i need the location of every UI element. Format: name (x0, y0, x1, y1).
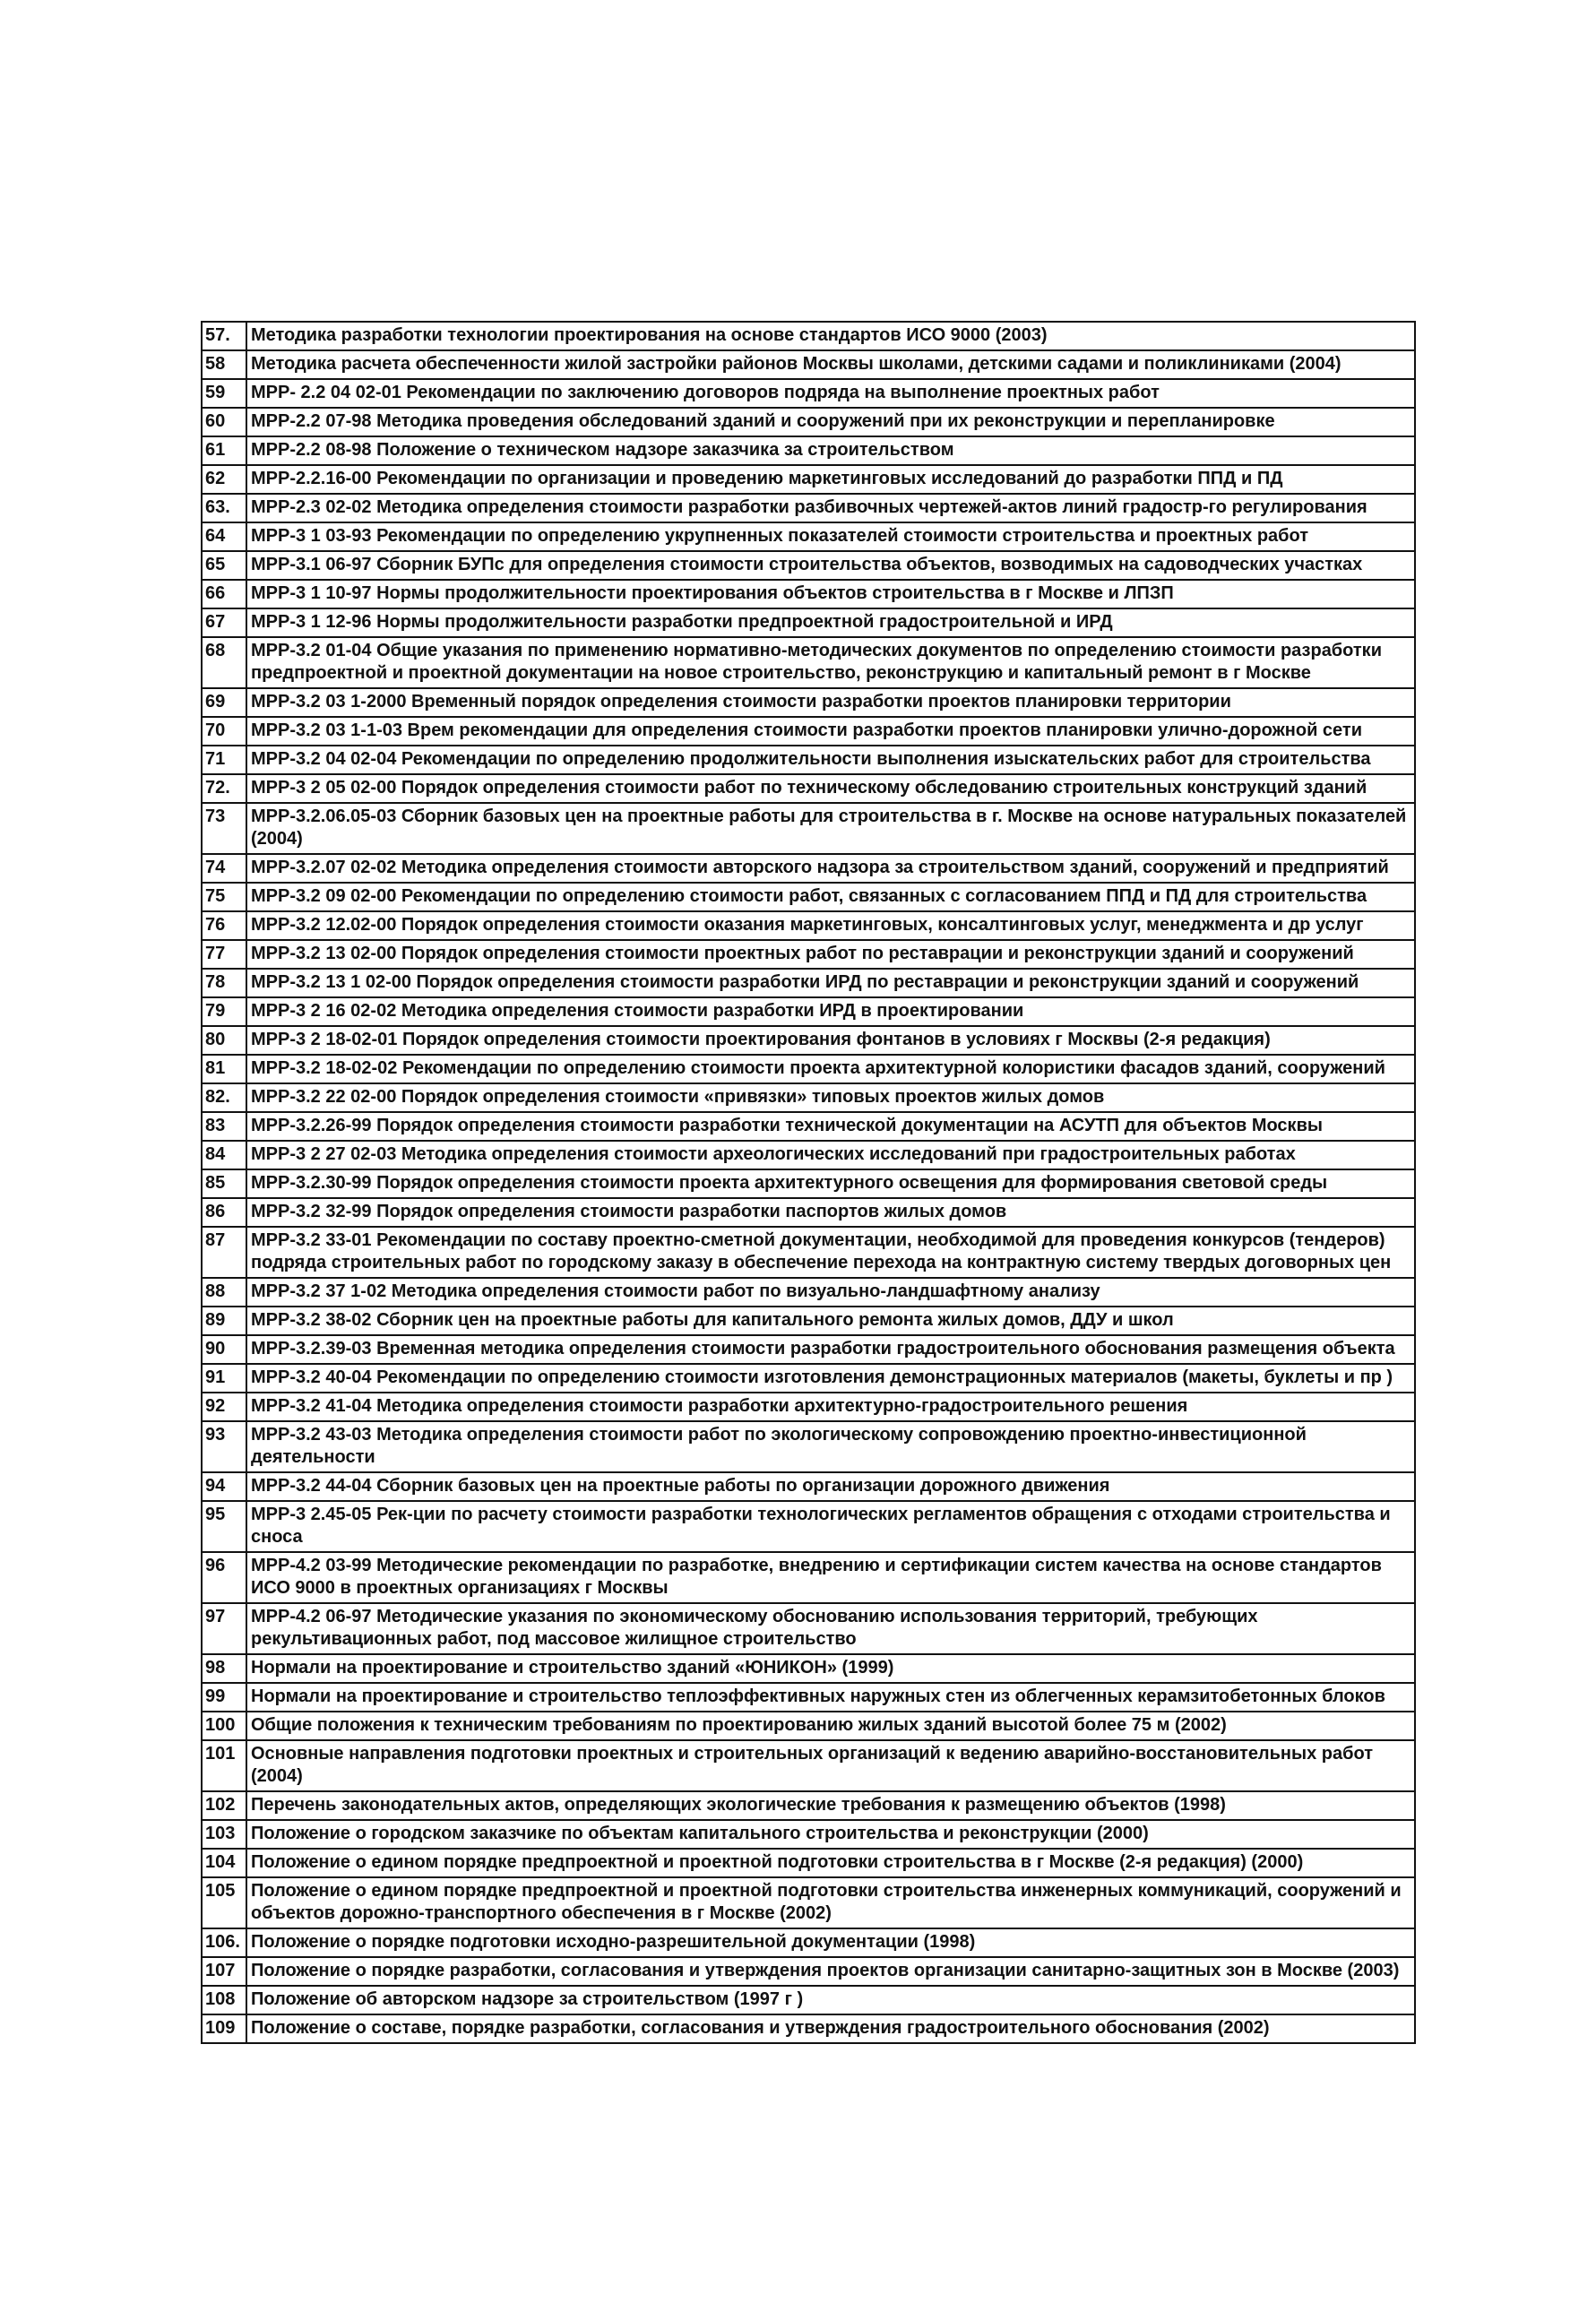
table-row (202, 1603, 1415, 1654)
document-title: МРР-3 1 12-96 Нормы продолжительности разработки предпроектной градостроительной и ИРД (246, 608, 1415, 637)
document-title: Нормали на проектирование и строительство зданий «ЮНИКОН» (1999) (246, 1654, 1415, 1683)
row-number: 85 (202, 1169, 246, 1198)
table-row (202, 608, 1415, 637)
row-number: 59 (202, 379, 246, 408)
table-row (202, 940, 1415, 969)
document-title: МРР-4.2 03-99 Методические рекомендации по разработке, внедрению и сертификации систем качества на основе стандартов ИСО 9000 в проектных организациях г Москвы (246, 1552, 1415, 1603)
document-title: МРР-3 2 18-02-01 Порядок определения стоимости проектирования фонтанов в условиях г Москвы (2-я редакция) (246, 1026, 1415, 1055)
document-title: МРР-3.2.07 02-02 Методика определения стоимости авторского надзора за строительством зданий, сооружений и предприятий (246, 854, 1415, 883)
document-title: МРР-3.2 03 1-1-03 Врем рекомендации для определения стоимости разработки проектов планировки улично-дорожной сети (246, 717, 1415, 746)
document-title: МРР-2.2 08-98 Положение о техническом надзоре заказчика за строительством (246, 436, 1415, 465)
row-number: 72. (202, 774, 246, 803)
document-title: МРР-3.2.30-99 Порядок определения стоимости проекта архитектурного освещения для формирования световой среды (246, 1169, 1415, 1198)
row-number: 71 (202, 746, 246, 774)
row-number: 76 (202, 911, 246, 940)
row-number: 68 (202, 637, 246, 688)
table-row (202, 883, 1415, 911)
document-title: МРР-3 2 16 02-02 Методика определения стоимости разработки ИРД в проектировании (246, 997, 1415, 1026)
table-row (202, 1928, 1415, 1957)
document-title: МРР-3 2.45-05 Рек-ции по расчету стоимости разработки технологических регламентов обращения с отходами строительства и сноса (246, 1501, 1415, 1552)
row-number: 77 (202, 940, 246, 969)
document-title: МРР-3 2 05 02-00 Порядок определения стоимости работ по техническому обследованию строительных конструкций зданий (246, 774, 1415, 803)
document-title: Положение о порядке подготовки исходно-разрешительной документации (1998) (246, 1928, 1415, 1957)
document-title: МРР-3.2 33-01 Рекомендации по составу проектно-сметной документации, необходимой для проведения конкурсов (тендеров) подряда строительных работ по городскому заказу в обеспечение перехода на контрактную систему твердых договорных цен (246, 1227, 1415, 1278)
document-title: МРР-2.2 07-98 Методика проведения обследований зданий и сооружений при их реконструкции и перепланировке (246, 408, 1415, 436)
document-title: МРР-3.1 06-97 Сборник БУПс для определения стоимости строительства объектов, возводимых на садоводческих участках (246, 551, 1415, 580)
table-row (202, 1169, 1415, 1198)
document-title: Общие положения к техническим требованиям по проектированию жилых зданий высотой более 75 м (2002) (246, 1712, 1415, 1740)
row-number: 88 (202, 1278, 246, 1307)
document-title: Положение о городском заказчике по объектам капитального строительства и реконструкции (2000) (246, 1820, 1415, 1849)
document-title: МРР-3.2 41-04 Методика определения стоимости разработки архитектурно-градостроительного решения (246, 1393, 1415, 1421)
row-number: 84 (202, 1141, 246, 1169)
document-title: МРР-3 2 27 02-03 Методика определения стоимости археологических исследований при градостроительных работах (246, 1141, 1415, 1169)
document-title: МРР-3.2 37 1-02 Методика определения стоимости работ по визуально-ландшафтному анализу (246, 1278, 1415, 1307)
row-number: 89 (202, 1307, 246, 1335)
row-number: 103 (202, 1820, 246, 1849)
row-number: 98 (202, 1654, 246, 1683)
document-title: МРР-3.2 18-02-02 Рекомендации по определению стоимости проекта архитектурной колористики фасадов зданий, сооружений (246, 1055, 1415, 1083)
table-row (202, 1141, 1415, 1169)
document-title: МРР-3.2 13 02-00 Порядок определения стоимости проектных работ по реставрации и реконструкции зданий и сооружений (246, 940, 1415, 969)
document-title: МРР-2.3 02-02 Методика определения стоимости разработки разбивочных чертежей-актов линий градостр-го регулирования (246, 494, 1415, 522)
table-row (202, 1112, 1415, 1141)
table-row (202, 1278, 1415, 1307)
row-number: 69 (202, 688, 246, 717)
document-title: Нормали на проектирование и строительство теплоэффективных наружных стен из облегченных керамзитобетонных блоков (246, 1683, 1415, 1712)
row-number: 61 (202, 436, 246, 465)
row-number: 100 (202, 1712, 246, 1740)
row-number: 58 (202, 350, 246, 379)
table-row (202, 1654, 1415, 1683)
table-row (202, 522, 1415, 551)
document-title: МРР-3.2 38-02 Сборник цен на проектные работы для капитального ремонта жилых домов, ДДУ и школ (246, 1307, 1415, 1335)
table-row (202, 911, 1415, 940)
document-title: МРР-3.2 04 02-04 Рекомендации по определению продолжительности выполнения изыскательских работ для строительства (246, 746, 1415, 774)
table-row (202, 1791, 1415, 1820)
row-number: 107 (202, 1957, 246, 1986)
document-title: Положение о едином порядке предпроектной и проектной подготовки строительства инженерных коммуникаций, сооружений и объектов дорожно-транспортного обеспечения в г Москве (2002) (246, 1877, 1415, 1928)
document-title: Положение об авторском надзоре за строительством (1997 г ) (246, 1986, 1415, 2014)
row-number: 94 (202, 1472, 246, 1501)
row-number: 64 (202, 522, 246, 551)
table-row (202, 1740, 1415, 1791)
row-number: 92 (202, 1393, 246, 1421)
row-number: 83 (202, 1112, 246, 1141)
row-number: 87 (202, 1227, 246, 1278)
table-row (202, 580, 1415, 608)
table-row (202, 746, 1415, 774)
table-row (202, 551, 1415, 580)
document-title: МРР-2.2.16-00 Рекомендации по организации и проведению маркетинговых исследований до разработки ППД и ПД (246, 465, 1415, 494)
row-number: 74 (202, 854, 246, 883)
document-title: МРР-3.2 32-99 Порядок определения стоимости разработки паспортов жилых домов (246, 1198, 1415, 1227)
row-number: 73 (202, 803, 246, 854)
document-title: Методика расчета обеспеченности жилой застройки районов Москвы школами, детскими садами и поликлиниками (2004) (246, 350, 1415, 379)
document-table-body (202, 322, 1415, 2043)
document-title: МРР-3.2 09 02-00 Рекомендации по определению стоимости работ, связанных с согласованием ППД и ПД для строительства (246, 883, 1415, 911)
row-number: 60 (202, 408, 246, 436)
row-number: 66 (202, 580, 246, 608)
row-number: 95 (202, 1501, 246, 1552)
table-row (202, 1820, 1415, 1849)
row-number: 79 (202, 997, 246, 1026)
table-row (202, 637, 1415, 688)
table-row (202, 1393, 1415, 1421)
table-row (202, 803, 1415, 854)
table-row (202, 494, 1415, 522)
row-number: 101 (202, 1740, 246, 1791)
row-number: 65 (202, 551, 246, 580)
table-row (202, 1957, 1415, 1986)
document-title: МРР-3.2 22 02-00 Порядок определения стоимости «привязки» типовых проектов жилых домов (246, 1083, 1415, 1112)
row-number: 62 (202, 465, 246, 494)
table-row (202, 1026, 1415, 1055)
row-number: 93 (202, 1421, 246, 1472)
document-title: МРР-3.2.39-03 Временная методика определения стоимости разработки градостроительного обоснования размещения объекта (246, 1335, 1415, 1364)
document-title: Основные направления подготовки проектных и строительных организаций к ведению аварийно-восстановительных работ (2004) (246, 1740, 1415, 1791)
document-title: МРР-3 1 03-93 Рекомендации по определению укрупненных показателей стоимости строительства и проектных работ (246, 522, 1415, 551)
row-number: 105 (202, 1877, 246, 1928)
row-number: 96 (202, 1552, 246, 1603)
table-row (202, 1364, 1415, 1393)
document-title: МРР-3.2 12.02-00 Порядок определения стоимости оказания маркетинговых, консалтинговых услуг, менеджмента и др услуг (246, 911, 1415, 940)
document-title: МРР-3 1 10-97 Нормы продолжительности проектирования объектов строительства в г Москве и ЛПЗП (246, 580, 1415, 608)
table-row (202, 1552, 1415, 1603)
table-row (202, 1877, 1415, 1928)
row-number: 108 (202, 1986, 246, 2014)
table-row (202, 1421, 1415, 1472)
table-row (202, 774, 1415, 803)
row-number: 81 (202, 1055, 246, 1083)
row-number: 80 (202, 1026, 246, 1055)
row-number: 99 (202, 1683, 246, 1712)
table-row (202, 436, 1415, 465)
table-row (202, 1986, 1415, 2014)
table-row (202, 1083, 1415, 1112)
table-row (202, 322, 1415, 350)
row-number: 91 (202, 1364, 246, 1393)
row-number: 67 (202, 608, 246, 637)
document-title: МРР-3.2 01-04 Общие указания по применению нормативно-методических документов по определению стоимости разработки предпроектной и проектной документации на новое строительство, реконструкцию и капитальный ремонт в г Москве (246, 637, 1415, 688)
row-number: 97 (202, 1603, 246, 1654)
row-number: 104 (202, 1849, 246, 1877)
table-row (202, 854, 1415, 883)
document-table (201, 321, 1416, 2044)
document-title: МРР-3.2 40-04 Рекомендации по определению стоимости изготовления демонстрационных материалов (макеты, буклеты и пр ) (246, 1364, 1415, 1393)
document-title: Положение о составе, порядке разработки, согласования и утверждения градостроительного обоснования (2002) (246, 2014, 1415, 2043)
document-title: МРР-3.2 44-04 Сборник базовых цен на проектные работы по организации дорожного движения (246, 1472, 1415, 1501)
row-number: 82. (202, 1083, 246, 1112)
document-title: МРР-3.2 03 1-2000 Временный порядок определения стоимости разработки проектов планировки территории (246, 688, 1415, 717)
table-row (202, 997, 1415, 1026)
table-row (202, 2014, 1415, 2043)
row-number: 90 (202, 1335, 246, 1364)
document-title: МРР-3.2 13 1 02-00 Порядок определения стоимости разработки ИРД по реставрации и реконструкции зданий и сооружений (246, 969, 1415, 997)
document-title: Положение о едином порядке предпроектной и проектной подготовки строительства в г Москве (2-я редакция) (2000) (246, 1849, 1415, 1877)
row-number: 78 (202, 969, 246, 997)
table-row (202, 1198, 1415, 1227)
table-row (202, 1227, 1415, 1278)
document-title: Положение о порядке разработки, согласования и утверждения проектов организации санитарно-защитных зон в Москве (2003) (246, 1957, 1415, 1986)
row-number: 106. (202, 1928, 246, 1957)
table-row (202, 1501, 1415, 1552)
table-row (202, 379, 1415, 408)
table-row (202, 1335, 1415, 1364)
table-row (202, 1683, 1415, 1712)
document-title: МРР-3.2.06.05-03 Сборник базовых цен на проектные работы для строительства в г. Москве на основе натуральных показателей (2004) (246, 803, 1415, 854)
table-row (202, 1472, 1415, 1501)
row-number: 57. (202, 322, 246, 350)
row-number: 109 (202, 2014, 246, 2043)
row-number: 70 (202, 717, 246, 746)
table-row (202, 1712, 1415, 1740)
table-row (202, 1849, 1415, 1877)
table-row (202, 408, 1415, 436)
table-row (202, 350, 1415, 379)
document-title: Методика разработки технологии проектирования на основе стандартов ИСО 9000 (2003) (246, 322, 1415, 350)
document-title: МРР-3.2 43-03 Методика определения стоимости работ по экологическому сопровождению проектно-инвестиционной деятельности (246, 1421, 1415, 1472)
table-row (202, 688, 1415, 717)
table-row (202, 1307, 1415, 1335)
table-row (202, 969, 1415, 997)
row-number: 86 (202, 1198, 246, 1227)
document-title: МРР- 2.2 04 02-01 Рекомендации по заключению договоров подряда на выполнение проектных работ (246, 379, 1415, 408)
row-number: 102 (202, 1791, 246, 1820)
table-row (202, 717, 1415, 746)
row-number: 63. (202, 494, 246, 522)
row-number: 75 (202, 883, 246, 911)
document-title: Перечень законодательных актов, определяющих экологические требования к размещению объектов (1998) (246, 1791, 1415, 1820)
document-title: МРР-4.2 06-97 Методические указания по экономическому обоснованию использования территорий, требующих рекультивационных работ, под массовое жилищное строительство (246, 1603, 1415, 1654)
document-title: МРР-3.2.26-99 Порядок определения стоимости разработки технической документации на АСУТП для объектов Москвы (246, 1112, 1415, 1141)
table-row (202, 1055, 1415, 1083)
table-row (202, 465, 1415, 494)
